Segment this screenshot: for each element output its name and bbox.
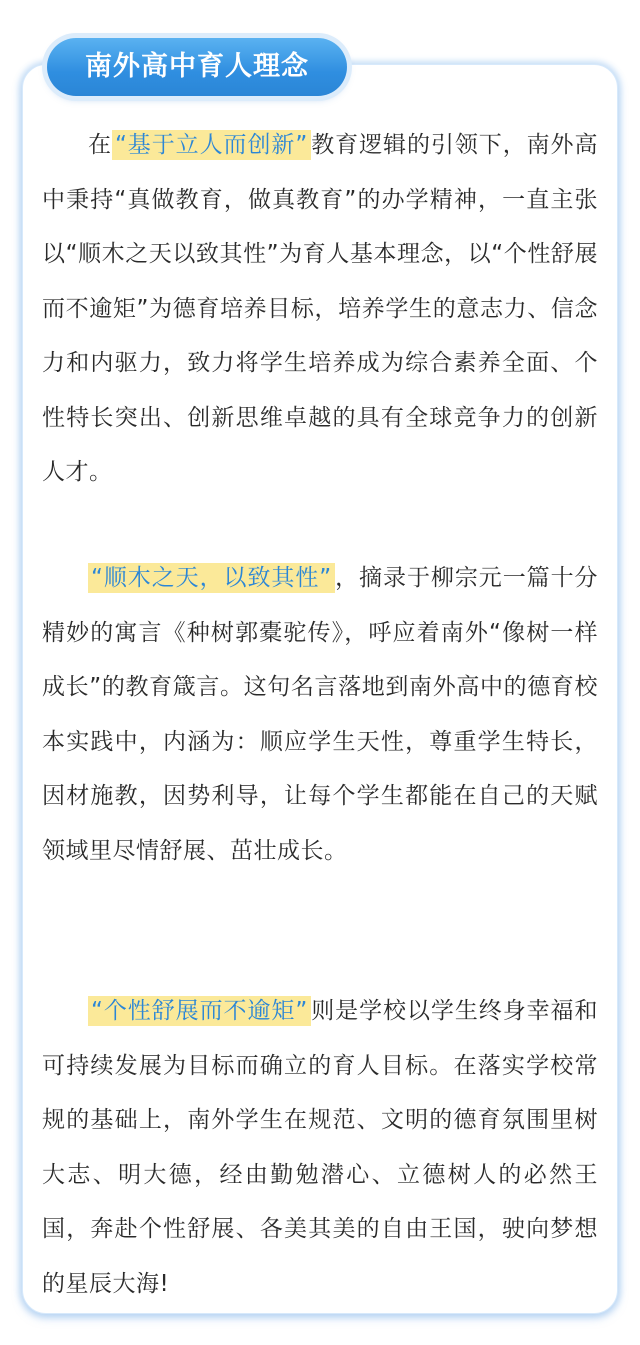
paragraph-3-after: 则是学校以学生终身幸福和可持续发展为目标而确立的育人目标。在落实学校常规的基础上，南外学生在规范、文明的德育氛围里树大志、明大德，经由勤勉潜心、立德树人的必然王国，奔赴个性舒展、各美其美的自由王国，驶向梦想的星辰大海!: [42, 998, 598, 1297]
paragraph-1-highlight: “基于立人而创新”: [112, 130, 311, 160]
paragraph-2-highlight: “顺木之天，以致其性”: [88, 563, 335, 593]
paragraph-3: [42, 984, 598, 1311]
paragraph-1-before: 在: [88, 132, 112, 158]
paragraph-1: [42, 118, 598, 500]
paragraph-2: [42, 551, 598, 878]
paragraph-3-highlight: “个性舒展而不逾矩”: [88, 996, 311, 1026]
section-title: 南外高中育人理念: [47, 38, 347, 96]
paragraph-1-after: 教育逻辑的引领下，南外高中秉持“真做教育，做真教育”的办学精神，一直主张以“顺木之天以致其性”为育人基本理念，以“个性舒展而不逾矩”为德育培养目标，培养学生的意志力、信念力和内驱力，致力将学生培养成为综合素养全面、个性特长突出、创新思维卓越的具有全球竞争力的创新人才。: [42, 132, 598, 485]
paragraph-2-after: ，摘录于柳宗元一篇十分精妙的寓言《种树郭橐驼传》，呼应着南外“像树一样成长”的教育箴言。这句名言落地到南外高中的德育校本实践中，内涵为：顺应学生天性，尊重学生特长，因材施教，因势利导，让每个学生都能在自己的天赋领域里尽情舒展、茁壮成长。: [42, 565, 598, 864]
